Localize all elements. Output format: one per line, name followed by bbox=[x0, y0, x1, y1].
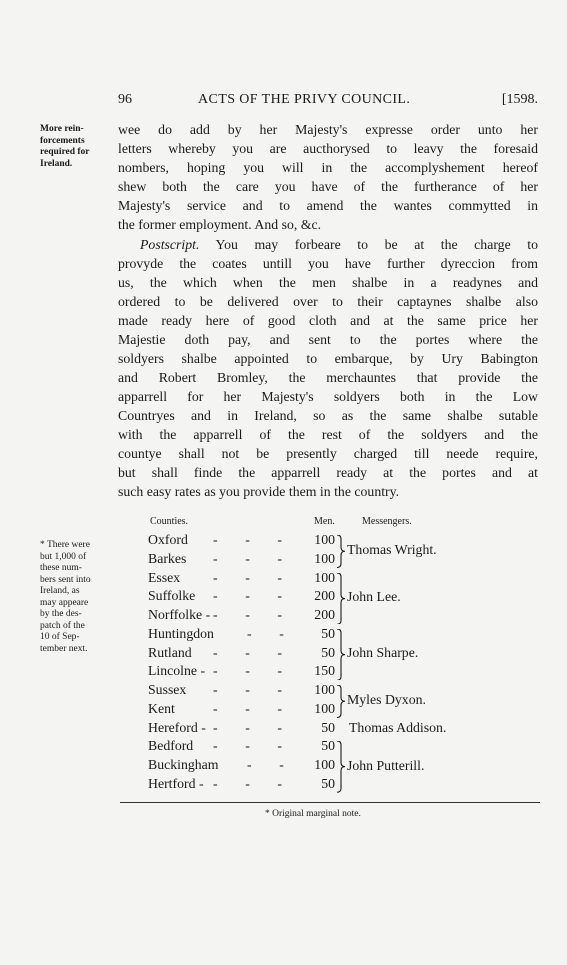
men-count: 50 bbox=[321, 719, 335, 735]
text-line: with the apparrell of the rest of the soldyers and the bbox=[118, 427, 538, 442]
margin-note-line: these num- bbox=[40, 563, 82, 573]
county-name: Rutland bbox=[148, 644, 192, 660]
county-name: Oxford bbox=[148, 532, 188, 547]
text-line: letters whereby you are aucthorysed to leavy the foresaid bbox=[118, 141, 538, 156]
messenger-name: John Sharpe. bbox=[347, 645, 419, 661]
men-count: 50 bbox=[321, 738, 335, 754]
messenger-name: Myles Dyxon. bbox=[347, 692, 426, 708]
paragraph-letter bbox=[118, 122, 538, 242]
messenger-name: John Putterill. bbox=[347, 757, 425, 773]
group-brace bbox=[336, 573, 346, 624]
margin-note-line: but 1,000 of bbox=[40, 551, 87, 562]
leader-dashes: - - - bbox=[213, 663, 282, 679]
leader-dashes: - - - bbox=[213, 738, 282, 754]
text-line: apparrell for her Majesty's soldyers both in the Low bbox=[118, 389, 538, 404]
margin-note-reinforcements bbox=[40, 124, 90, 170]
header-messengers: Messengers. bbox=[362, 516, 412, 527]
leader-dashes: - - - bbox=[213, 682, 282, 697]
county-name: Sussex bbox=[148, 682, 187, 697]
text-line: provyde the coates untill you have further dyreccion from bbox=[118, 256, 538, 271]
text-line: such easy rates as you provide them in the country. bbox=[118, 484, 400, 499]
text-line: wee do add by her Majesty's expresse order unto her bbox=[118, 122, 538, 137]
margin-note-footnote bbox=[40, 540, 91, 655]
leader-dashes: - - - bbox=[213, 607, 282, 622]
men-count: 150 bbox=[314, 663, 335, 679]
table-bottom-rule bbox=[120, 802, 540, 803]
county-name: Hereford - bbox=[148, 719, 206, 735]
running-title: ACTS OF THE PRIVY COUNCIL. bbox=[198, 92, 411, 107]
page-number: 96 bbox=[118, 92, 132, 107]
men-count: 50 bbox=[321, 644, 335, 660]
group-brace bbox=[336, 629, 346, 680]
group-brace bbox=[336, 685, 346, 718]
footnote: * Original marginal note. bbox=[265, 809, 361, 819]
postscript-first-text: You may forbeare to be at the charge to bbox=[215, 237, 539, 252]
men-count: 100 bbox=[314, 700, 335, 716]
county-name: Suffolke bbox=[148, 588, 196, 604]
men-count: 200 bbox=[314, 607, 335, 622]
text-line: shew both the care you have of the furtherance of her bbox=[118, 179, 538, 194]
county-name: Hertford - bbox=[148, 775, 204, 791]
county-name: Huntingdon bbox=[148, 625, 214, 641]
county-name: Bedford bbox=[148, 738, 194, 754]
text-line: Majesty's service and to amend the wantes commytted in bbox=[118, 198, 538, 213]
text-line: Majestie doth pay, and sent to the portes where the bbox=[118, 332, 538, 347]
group-brace bbox=[336, 535, 346, 568]
men-count: 100 bbox=[314, 682, 335, 697]
margin-note-line: patch of the bbox=[40, 620, 85, 631]
text-line: but shall finde the apparrell ready at the portes and at bbox=[118, 465, 538, 480]
margin-note-line: by the des- bbox=[40, 609, 82, 619]
margin-note-line: More rein- bbox=[40, 124, 84, 134]
leader-dashes: - - - bbox=[213, 532, 282, 547]
header-counties: Counties. bbox=[150, 516, 189, 527]
men-count: 50 bbox=[321, 775, 335, 791]
margin-note-line: tember next. bbox=[40, 643, 88, 654]
margin-note-line: bers sent into bbox=[40, 574, 91, 585]
men-count: 200 bbox=[314, 588, 335, 604]
postscript-label: Postscript. bbox=[140, 237, 200, 252]
county-name: Essex bbox=[148, 569, 181, 585]
messenger-name: John Lee. bbox=[347, 589, 401, 605]
leader-dashes: - - - bbox=[213, 644, 282, 660]
text-line: and Robert Bromley, the merchauntes that provide the bbox=[118, 370, 538, 385]
messenger-name: Thomas Addison. bbox=[349, 720, 447, 736]
text-line: the former employment. And so, &c. bbox=[118, 217, 322, 232]
text-line: countye shall not be presently charged till neede require, bbox=[118, 446, 538, 461]
text-line: us, the which when the men shalbe in a readynes and bbox=[118, 275, 538, 290]
text-line: Countryes and in Ireland, so as the same shalbe sutable bbox=[118, 408, 538, 423]
men-count: 100 bbox=[314, 569, 335, 585]
men-count: 100 bbox=[314, 757, 335, 772]
postscript-first-line bbox=[140, 237, 538, 253]
leader-dashes: - - - bbox=[213, 550, 282, 566]
margin-note-line: 10 of Sep- bbox=[40, 632, 80, 642]
messenger-name: Thomas Wright. bbox=[347, 542, 437, 558]
leader-dashes: - - bbox=[247, 625, 284, 641]
men-count: 100 bbox=[314, 532, 335, 547]
county-name: Kent bbox=[148, 700, 175, 716]
group-brace bbox=[336, 741, 346, 792]
text-line: made ready here of good cloth and at the same price her bbox=[118, 313, 538, 328]
leader-dashes: - - - bbox=[213, 719, 282, 735]
margin-note-line: Ireland, as bbox=[40, 586, 80, 596]
header-year: [1598. bbox=[501, 92, 538, 107]
county-name: Norffolke - bbox=[148, 607, 211, 622]
leader-dashes: - - - bbox=[213, 700, 282, 716]
leader-dashes: - - - bbox=[213, 775, 282, 791]
margin-note-line: required for bbox=[40, 147, 90, 157]
leader-dashes: - - - bbox=[213, 569, 282, 585]
men-count: 50 bbox=[321, 625, 335, 641]
running-header bbox=[118, 92, 538, 114]
text-line: soldyers shalbe appointed to embarque, by Ury Babington bbox=[118, 351, 538, 366]
county-name: Barkes bbox=[148, 550, 187, 566]
margin-note-line: may appeare bbox=[40, 597, 89, 608]
text-line: nombers, hoping you will in the accomplyshement hereof bbox=[118, 160, 538, 175]
margin-note-line: Ireland. bbox=[40, 158, 73, 169]
county-name: Buckingham bbox=[148, 757, 219, 772]
leader-dashes: - - - bbox=[213, 588, 282, 604]
margin-note-line: forcements bbox=[40, 135, 85, 146]
header-men: Men. bbox=[314, 516, 335, 527]
men-count: 100 bbox=[314, 550, 335, 566]
leader-dashes: - - bbox=[247, 757, 284, 772]
paragraph-postscript bbox=[118, 237, 538, 507]
margin-note-line: * There were bbox=[40, 540, 90, 550]
county-name: Lincolne - bbox=[148, 663, 206, 679]
text-line: ordered to be delivered over to their captaynes shalbe also bbox=[118, 294, 538, 309]
